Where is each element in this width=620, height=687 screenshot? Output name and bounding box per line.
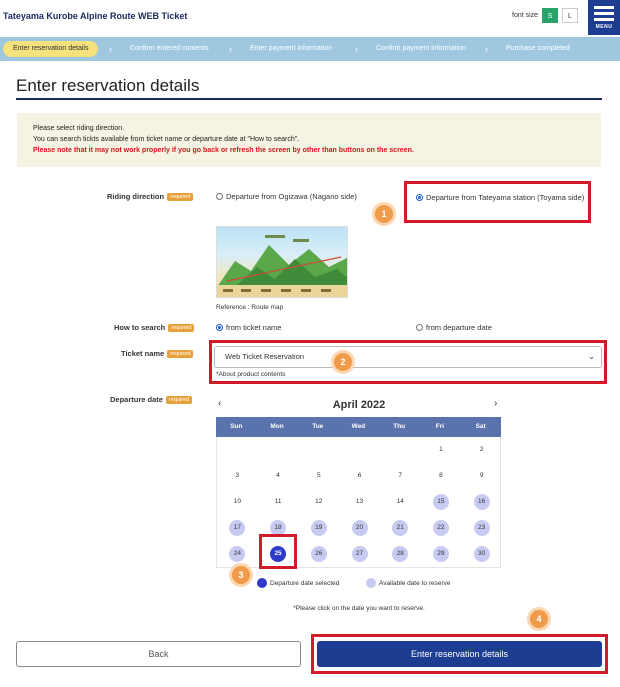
- calendar-day: 5: [316, 472, 321, 479]
- calendar-day[interactable]: 18: [270, 520, 286, 536]
- next-month-button[interactable]: ›: [494, 398, 498, 409]
- calendar-day[interactable]: 30: [474, 546, 490, 562]
- legend-available-label: Available date to reserve: [379, 580, 451, 587]
- step-enter-reservation: Enter reservation details: [3, 41, 98, 57]
- calendar-day[interactable]: 21: [392, 520, 408, 536]
- calendar-day: 7: [398, 472, 403, 479]
- calendar-day: 8: [439, 472, 443, 479]
- mountain-map-icon: [217, 227, 348, 298]
- legend-selected-dot: [257, 578, 267, 588]
- calendar-day: 12: [315, 498, 323, 505]
- calendar-day: 1: [439, 446, 443, 453]
- calendar-day[interactable]: 29: [433, 546, 449, 562]
- step-enter-payment: Enter payment information: [250, 45, 333, 52]
- calendar-weekday: Mon: [270, 423, 284, 430]
- riding-direction-label: Riding direction required: [107, 192, 193, 201]
- calendar-day[interactable]: 24: [229, 546, 245, 562]
- radio-departure-ogizawa[interactable]: Departure from Ogizawa (Nagano side): [216, 192, 357, 201]
- calendar-weekday: Fri: [435, 423, 445, 430]
- back-button[interactable]: Back: [16, 641, 301, 667]
- calendar-weekday: Wed: [351, 423, 366, 430]
- highlight-box: [311, 634, 608, 674]
- notice-box: [17, 113, 601, 167]
- radio-from-ticket-name[interactable]: from ticket name: [216, 323, 281, 332]
- calendar-day[interactable]: 27: [352, 546, 368, 562]
- menu-label: MENU: [595, 24, 613, 30]
- step-purchase-completed: Purchase completed: [506, 45, 570, 52]
- highlight-box: [259, 534, 297, 569]
- font-size-large-button[interactable]: L: [562, 8, 578, 23]
- calendar-weekday: Tue: [312, 423, 324, 430]
- route-map-reference: Reference : Route map: [216, 304, 284, 311]
- chevron-right-icon: ›: [229, 44, 232, 54]
- ticket-name-label: Ticket name required: [121, 349, 193, 358]
- notice-line: Please select riding direction.: [33, 125, 125, 132]
- radio-checked-icon: [216, 324, 223, 331]
- calendar-day: 13: [355, 498, 364, 505]
- menu-button[interactable]: [588, 0, 620, 35]
- route-map-image[interactable]: [216, 226, 348, 298]
- calendar-day[interactable]: 26: [311, 546, 327, 562]
- calendar-month-title: April 2022: [332, 399, 386, 411]
- calendar-day[interactable]: 22: [433, 520, 449, 536]
- calendar-day: 10: [233, 498, 241, 505]
- font-size-small-button[interactable]: S: [542, 8, 558, 23]
- calendar-day: 2: [479, 446, 484, 453]
- required-badge: required: [167, 193, 193, 201]
- notice-warning: Please note that it may not work properly if you go back or refresh the screen by other than buttons on the screen.: [33, 147, 414, 154]
- radio-from-departure-date[interactable]: from departure date: [416, 323, 492, 332]
- chevron-down-icon: ⌄: [588, 352, 595, 361]
- calendar-day: 4: [276, 472, 280, 479]
- callout-badge: 2: [334, 353, 352, 371]
- calendar-day[interactable]: 19: [311, 520, 327, 536]
- calendar-day-selected[interactable]: 25: [270, 546, 286, 562]
- page-title: Enter reservation details: [16, 76, 200, 95]
- calendar-day: 9: [479, 472, 484, 479]
- callout-badge: 4: [530, 610, 548, 628]
- callout-badge: 3: [232, 566, 250, 584]
- legend-available-dot: [366, 578, 376, 588]
- font-size-label: font size: [512, 12, 539, 19]
- radio-icon: [416, 324, 423, 331]
- calendar-weekday-header: [216, 417, 501, 437]
- highlight-box: [209, 340, 607, 384]
- radio-icon: [216, 193, 223, 200]
- calendar-day[interactable]: 28: [392, 546, 408, 562]
- highlight-box: [404, 181, 591, 223]
- site-title[interactable]: Tateyama Kurobe Alpine Route WEB Ticket: [3, 11, 188, 21]
- notice-line: You can search tickts available from ticket name or departure date at "How to search".: [33, 136, 300, 143]
- step-confirm-payment: Confirm payment information: [376, 45, 466, 52]
- title-divider: [16, 98, 602, 100]
- calendar-day[interactable]: 20: [352, 520, 368, 536]
- chevron-right-icon: ›: [109, 44, 112, 54]
- calendar-weekday: Thu: [393, 423, 406, 430]
- ticket-name-select[interactable]: Web Ticket Reservation ⌄: [214, 346, 602, 368]
- calendar-day: 14: [396, 498, 404, 505]
- calendar-day[interactable]: 17: [229, 520, 245, 536]
- calendar-weekday: Sat: [475, 423, 486, 430]
- chevron-right-icon: ›: [485, 44, 488, 54]
- enter-reservation-details-button[interactable]: Enter reservation details: [317, 641, 602, 667]
- calendar-day[interactable]: 15: [433, 494, 449, 510]
- calendar-day: 6: [357, 472, 362, 479]
- calendar-day[interactable]: 16: [474, 494, 490, 510]
- departure-date-label: Departure date required: [110, 395, 192, 404]
- calendar-day[interactable]: 23: [474, 520, 490, 536]
- calendar-weekday: Sun: [230, 423, 243, 430]
- progress-steps: [0, 37, 620, 61]
- how-to-search-label: How to search required: [114, 323, 194, 332]
- site-header: [0, 0, 620, 35]
- chevron-right-icon: ›: [355, 44, 358, 54]
- callout-badge: 1: [375, 205, 393, 223]
- about-product-link[interactable]: *About product contents: [216, 371, 286, 378]
- calendar-instruction: *Please click on the date you want to reserve.: [293, 605, 425, 612]
- required-badge: required: [166, 396, 192, 404]
- calendar-day: 11: [274, 498, 282, 505]
- prev-month-button[interactable]: ‹: [218, 398, 222, 409]
- radio-departure-tateyama[interactable]: Departure from Tateyama station (Toyama side): [416, 192, 586, 204]
- calendar-day: 3: [235, 472, 240, 479]
- required-badge: required: [167, 350, 193, 358]
- required-badge: required: [168, 324, 194, 332]
- hamburger-icon: [594, 6, 614, 9]
- legend-selected-label: Departure date selected: [270, 580, 340, 587]
- step-confirm-contents: Confirm entered contents: [130, 45, 209, 52]
